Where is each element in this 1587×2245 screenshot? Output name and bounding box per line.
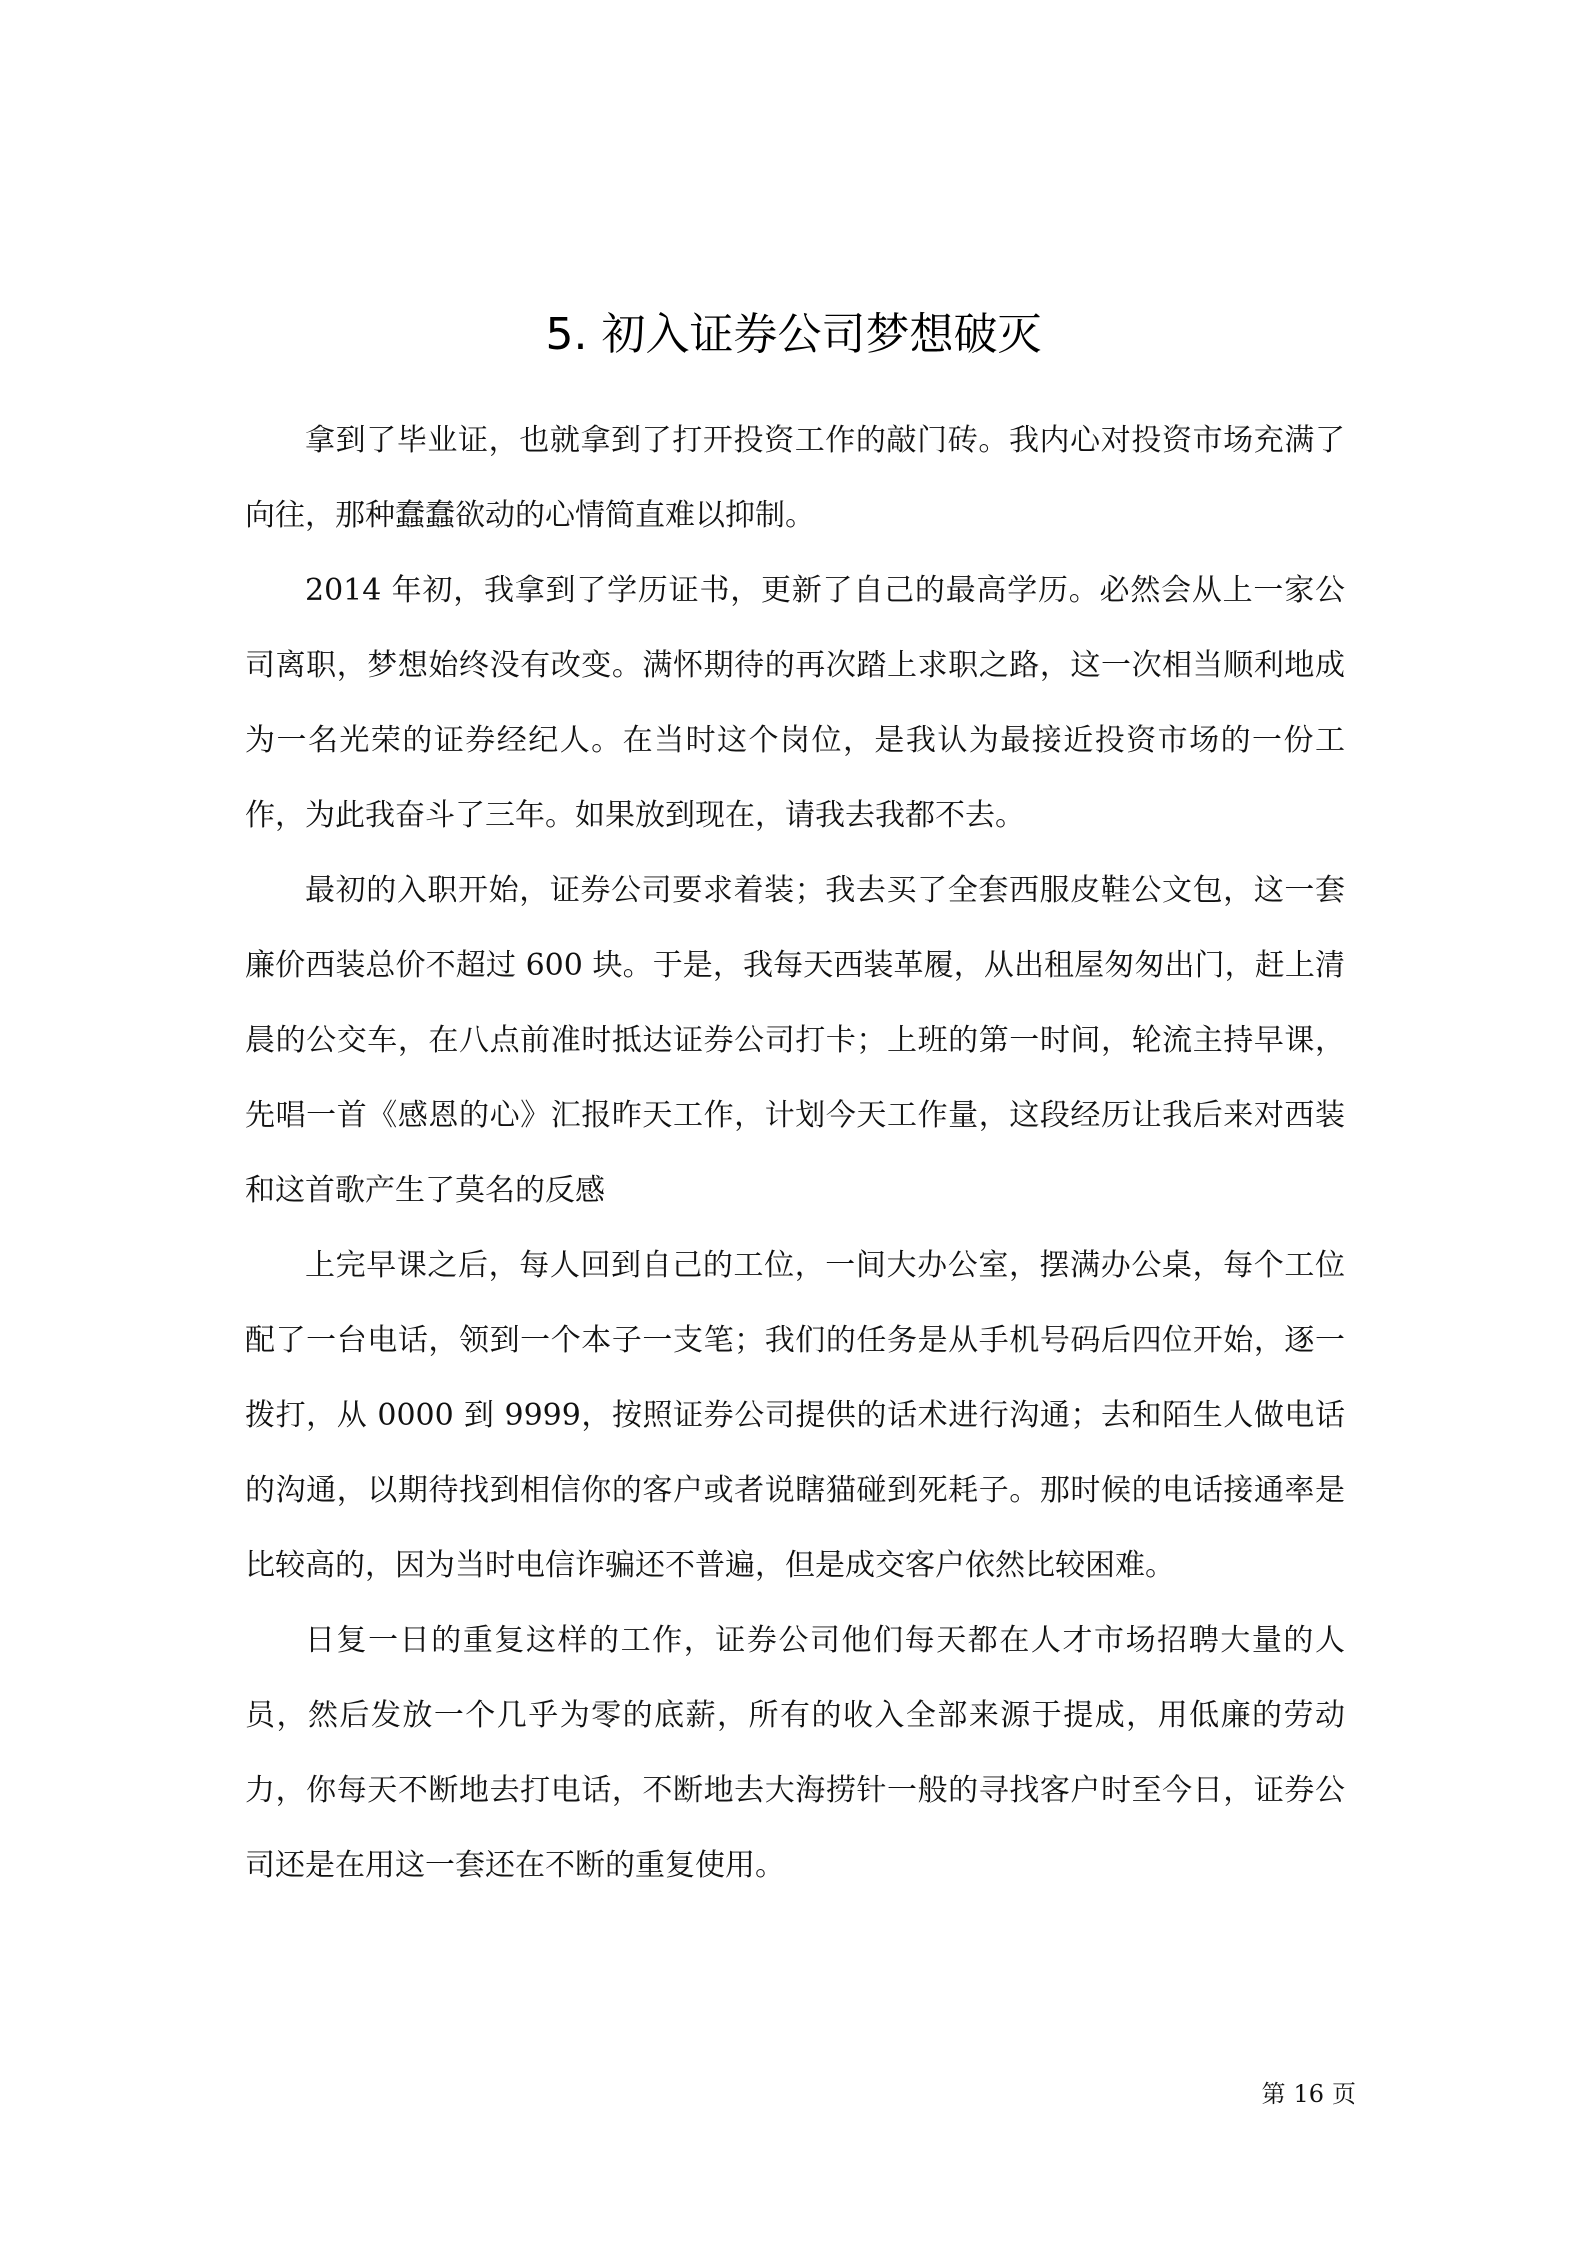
paragraph: 拿到了毕业证，也就拿到了打开投资工作的敲门砖。我内心对投资市场充满了向往，那种蠢蠢欲动的心情简直难以抑制。 — [245, 423, 1345, 533]
page-suffix: 页 — [1332, 2080, 1356, 2108]
paragraph: 上完早课之后，每人回到自己的工位，一间大办公室，摆满办公桌，每个工位配了一台电话，领到一个本子一支笔；我们的任务是从手机号码后四位开始，逐一拨打，从 0000 到 9999，按照证券公司提供的话术进行沟通；去和陌生人做电话的沟通，以期待找到相信你的客户或者说瞎猫碰到死耗子。那时候的电话接通率是比较高的，因为当时电信诈骗还不普遍，但是成交客户依然比较困难。 — [245, 1248, 1345, 1583]
paragraph: 最初的入职开始，证券公司要求着装；我去买了全套西服皮鞋公文包，这一套廉价西装总价不超过 600 块。于是，我每天西装革履，从出租屋匆匆出门，赶上清晨的公交车，在八点前准时抵达证券公司打卡；上班的第一时间，轮流主持早课，先唱一首《感恩的心》汇报昨天工作，计划今天工作量，这段经历让我后来对西装和这首歌产生了莫名的反感 — [245, 873, 1345, 1208]
chapter-title: 5. 初入证券公司梦想破灭 — [545, 309, 1042, 360]
body-text — [245, 403, 1345, 1903]
page-footer — [1240, 2078, 1360, 2110]
page-prefix: 第 — [1261, 2080, 1286, 2108]
paragraph: 2014 年初，我拿到了学历证书，更新了自己的最高学历。必然会从上一家公司离职，梦想始终没有改变。满怀期待的再次踏上求职之路，这一次相当顺利地成为一名光荣的证券经纪人。在当时这个岗位，是我认为最接近投资市场的一份工作，为此我奋斗了三年。如果放到现在，请我去我都不去。 — [245, 573, 1345, 833]
paragraph: 日复一日的重复这样的工作，证券公司他们每天都在人才市场招聘大量的人员，然后发放一个几乎为零的底薪，所有的收入全部来源于提成，用低廉的劳动力，你每天不断地去打电话，不断地去大海捞针一般的寻找客户时至今日，证券公司还是在用这一套还在不断的重复使用。 — [245, 1623, 1345, 1883]
page-number: 16 — [1293, 2080, 1324, 2108]
